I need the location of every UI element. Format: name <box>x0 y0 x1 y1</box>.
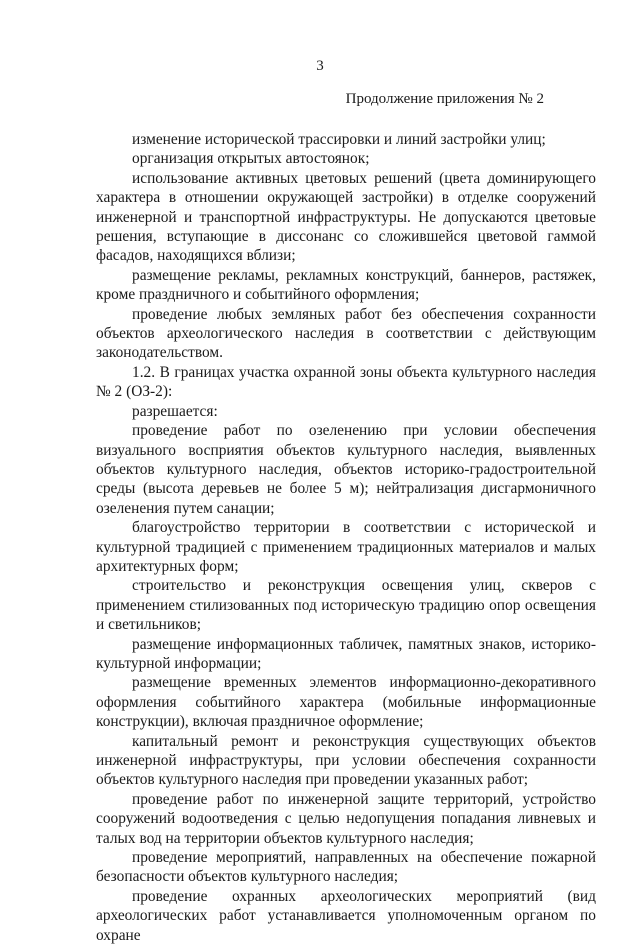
appendix-continuation-note: Продолжение приложения № 2 <box>345 91 544 107</box>
page-number: 3 <box>316 58 324 74</box>
paragraph: проведение мероприятий, направленных на обеспечение пожарной безопасности объектов культурного наследия; <box>96 849 596 886</box>
paragraph: капитальный ремонт и реконструкция существующих объектов инженерной инфраструктуры, при условии обеспечения сохранности объектов культурного наследия при проведении указанных работ; <box>96 732 596 789</box>
paragraph: проведение работ по инженерной защите территорий, устройство сооружений водоотведения с целью недопущения попадания ливневых и талых вод на территории объектов культурного наследия; <box>96 790 596 847</box>
paragraph: строительство и реконструкция освещения улиц, скверов с применением стилизованных под историческую традицию опор освещения и светильников; <box>96 577 596 634</box>
paragraph: благоустройство территории в соответствии с исторической и культурной традицией с применением традиционных материалов и малых архитектурных форм; <box>96 519 596 575</box>
paragraph: проведение любых земляных работ без обеспечения сохранности объектов археологического наследия в соответствии с действующим законодательством. <box>96 305 596 362</box>
paragraph: размещение временных элементов информационно-декоративного оформления событийного характера (мобильные информационные конструкции), включая праздничное оформление; <box>96 674 596 731</box>
paragraph: размещение рекламы, рекламных конструкций, баннеров, растяжек, кроме праздничного и событийного оформления; <box>96 266 596 304</box>
document-body <box>96 130 596 945</box>
paragraph: проведение охранных археологических мероприятий (вид археологических работ устанавливается уполномоченным органом по охране <box>96 887 596 944</box>
paragraph: использование активных цветовых решений (цвета доминирующего характера в отношении окружающей застройки) в отделке сооружений инженерной и транспортной инфраструктуры. Не допускаются цветовые решения, вступающие в диссонанс со сложившейся цветовой гаммой фасадов, находящихся вблизи; <box>96 169 596 265</box>
section-heading-1-2: 1.2. В границах участка охранной зоны объекта культурного наследия № 2 (ОЗ-2): <box>96 363 596 401</box>
paragraph: проведение работ по озеленению при условии обеспечения визуального восприятия объектов культурного наследия, выявленных объектов культурного наследия, объектов историко-градостроительной среды (высота деревьев не более 5 м); нейтрализация дисгармоничного озеленения путем санации; <box>96 422 596 517</box>
paragraph: изменение исторической трассировки и линий застройки улиц; <box>132 131 546 148</box>
paragraph: размещение информационных табличек, памятных знаков, историко-культурной информации; <box>96 635 596 672</box>
paragraph: организация открытых автостоянок; <box>132 150 370 168</box>
permitted-label: разрешается: <box>132 402 218 420</box>
